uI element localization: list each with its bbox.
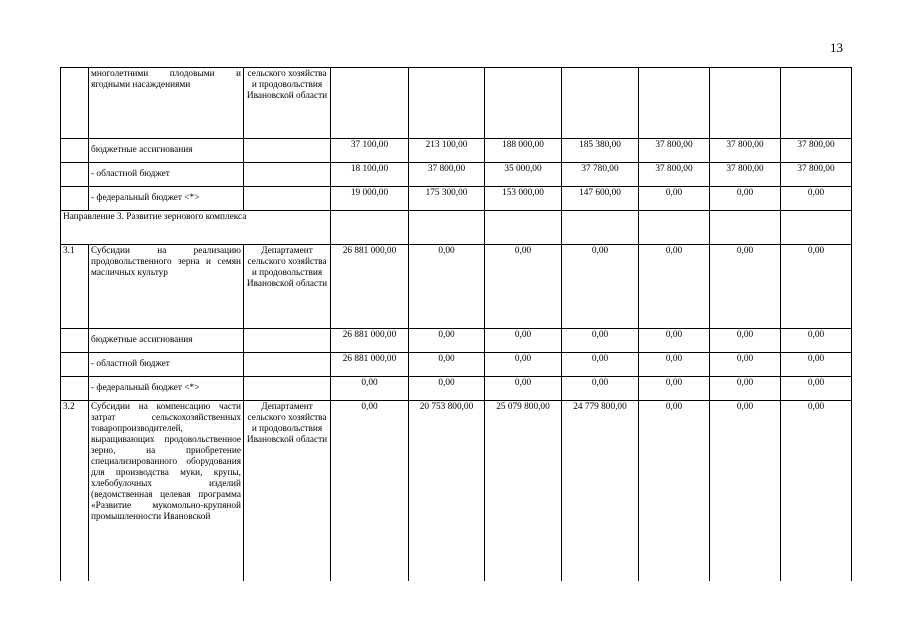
- amount-cell: [781, 211, 852, 245]
- funding-row: [61, 187, 852, 211]
- item-row: [61, 245, 852, 329]
- row-code: [61, 68, 89, 139]
- amount-cell: 0,00: [409, 353, 485, 377]
- row-code: [61, 187, 89, 211]
- amount-cell: 26 881 000,00: [331, 245, 409, 329]
- amount-cell: 0,00: [639, 245, 710, 329]
- amount-cell: 0,00: [781, 377, 852, 401]
- row-description: Субсидии на компенсацию части затрат сельскохозяйственных товаропроизводителей, выращивающих продовольственное зерно, на приобретение специализированного оборудования для производства муки, крупы, хлебобулочных изделий (ведомственная целевая программа «Развитие мукомольно-крупяной промышленности Ивановской: [89, 401, 244, 581]
- amount-cell: [331, 211, 409, 245]
- amount-cell: [485, 211, 562, 245]
- row-department: [244, 163, 331, 187]
- amount-cell: 0,00: [710, 187, 781, 211]
- row-code: [61, 329, 89, 353]
- funding-row: [61, 377, 852, 401]
- row-code: [61, 163, 89, 187]
- amount-cell: 0,00: [485, 245, 562, 329]
- amount-cell: 0,00: [562, 377, 639, 401]
- row-description: многолетними плодовыми и ягодными насаждениями: [89, 68, 244, 139]
- row-department: [244, 139, 331, 163]
- page-number: 13: [830, 40, 843, 55]
- row-code: 3.1: [61, 245, 89, 329]
- funding-row: [61, 329, 852, 353]
- row-department: Департамент сельского хозяйства и продовольствия Ивановской области: [244, 401, 331, 581]
- amount-cell: [710, 211, 781, 245]
- amount-cell: 0,00: [781, 353, 852, 377]
- amount-cell: 0,00: [639, 401, 710, 581]
- amount-cell: 0,00: [781, 401, 852, 581]
- amount-cell: 35 000,00: [485, 163, 562, 187]
- amount-cell: 0,00: [409, 329, 485, 353]
- amount-cell: 175 300,00: [409, 187, 485, 211]
- amount-cell: 0,00: [485, 377, 562, 401]
- row-description: - федеральный бюджет <*>: [89, 187, 244, 211]
- budget-table: [60, 67, 852, 581]
- table-body: [61, 68, 852, 581]
- amount-cell: 188 000,00: [485, 139, 562, 163]
- amount-cell: 26 881 000,00: [331, 353, 409, 377]
- amount-cell: 25 079 800,00: [485, 401, 562, 581]
- amount-cell: 153 000,00: [485, 187, 562, 211]
- row-description: - областной бюджет: [89, 163, 244, 187]
- amount-cell: 0,00: [331, 377, 409, 401]
- amount-cell: 185 380,00: [562, 139, 639, 163]
- item-row: [61, 68, 852, 139]
- amount-cell: 37 800,00: [710, 139, 781, 163]
- amount-cell: 0,00: [485, 329, 562, 353]
- amount-cell: [331, 68, 409, 139]
- amount-cell: 0,00: [562, 353, 639, 377]
- row-department: [244, 187, 331, 211]
- item-row: [61, 401, 852, 581]
- direction-row: [61, 211, 852, 245]
- amount-cell: 0,00: [639, 353, 710, 377]
- amount-cell: 0,00: [409, 377, 485, 401]
- amount-cell: 0,00: [710, 353, 781, 377]
- amount-cell: 0,00: [562, 329, 639, 353]
- row-description: - областной бюджет: [89, 353, 244, 377]
- amount-cell: 0,00: [710, 329, 781, 353]
- amount-cell: [409, 68, 485, 139]
- row-code: [61, 139, 89, 163]
- amount-cell: [710, 68, 781, 139]
- row-code: [61, 377, 89, 401]
- amount-cell: 0,00: [639, 187, 710, 211]
- amount-cell: 18 100,00: [331, 163, 409, 187]
- funding-row: [61, 139, 852, 163]
- amount-cell: 0,00: [781, 187, 852, 211]
- row-department: [244, 353, 331, 377]
- amount-cell: [485, 68, 562, 139]
- row-description: - федеральный бюджет <*>: [89, 377, 244, 401]
- amount-cell: [562, 68, 639, 139]
- row-code: [61, 353, 89, 377]
- amount-cell: 20 753 800,00: [409, 401, 485, 581]
- amount-cell: 0,00: [562, 245, 639, 329]
- amount-cell: 213 100,00: [409, 139, 485, 163]
- amount-cell: 26 881 000,00: [331, 329, 409, 353]
- row-description: Субсидии на реализацию продовольственного зерна и семян масличных культур: [89, 245, 244, 329]
- amount-cell: 37 780,00: [562, 163, 639, 187]
- amount-cell: 37 800,00: [639, 163, 710, 187]
- funding-row: [61, 163, 852, 187]
- amount-cell: [639, 68, 710, 139]
- amount-cell: 0,00: [639, 329, 710, 353]
- amount-cell: 0,00: [485, 353, 562, 377]
- row-description: бюджетные ассигнования: [89, 139, 244, 163]
- amount-cell: 0,00: [639, 377, 710, 401]
- amount-cell: 37 800,00: [710, 163, 781, 187]
- amount-cell: 37 800,00: [781, 163, 852, 187]
- amount-cell: [409, 211, 485, 245]
- amount-cell: [639, 211, 710, 245]
- row-department: [244, 377, 331, 401]
- direction-title: Направление 3. Развитие зернового комплекса: [61, 211, 331, 245]
- funding-row: [61, 353, 852, 377]
- amount-cell: 37 800,00: [639, 139, 710, 163]
- amount-cell: 37 800,00: [409, 163, 485, 187]
- amount-cell: 24 779 800,00: [562, 401, 639, 581]
- amount-cell: 37 800,00: [781, 139, 852, 163]
- amount-cell: 0,00: [409, 245, 485, 329]
- amount-cell: 0,00: [331, 401, 409, 581]
- amount-cell: [781, 68, 852, 139]
- amount-cell: 0,00: [710, 245, 781, 329]
- row-department: Департамент сельского хозяйства и продовольствия Ивановской области: [244, 245, 331, 329]
- amount-cell: 0,00: [710, 377, 781, 401]
- row-department: [244, 329, 331, 353]
- amount-cell: 0,00: [710, 401, 781, 581]
- row-department: сельского хозяйства и продовольствия Ивановской области: [244, 68, 331, 139]
- amount-cell: 0,00: [781, 245, 852, 329]
- amount-cell: 19 000,00: [331, 187, 409, 211]
- row-code: 3.2: [61, 401, 89, 581]
- row-description: бюджетные ассигнования: [89, 329, 244, 353]
- amount-cell: 37 100,00: [331, 139, 409, 163]
- amount-cell: 0,00: [781, 329, 852, 353]
- amount-cell: [562, 211, 639, 245]
- amount-cell: 147 600,00: [562, 187, 639, 211]
